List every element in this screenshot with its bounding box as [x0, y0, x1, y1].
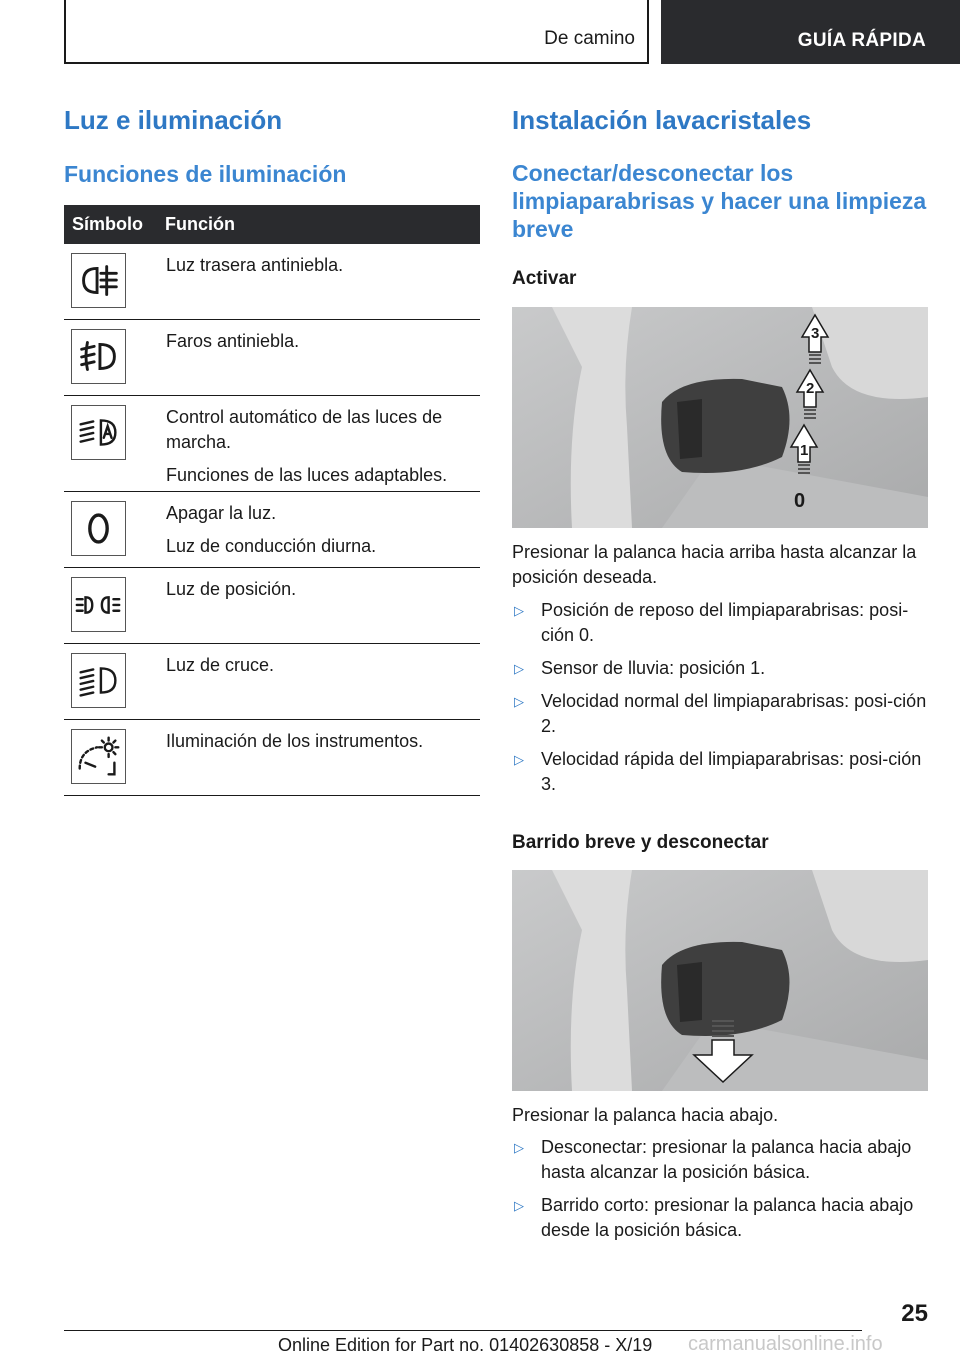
activate-heading: Activar — [512, 268, 577, 289]
header-chapter-box — [661, 0, 960, 64]
brief-heading: Barrido breve y desconectar — [512, 832, 769, 853]
position-label-1: 1 — [800, 442, 809, 459]
row-text — [166, 329, 476, 362]
section-title: De camino — [544, 28, 635, 49]
list-item: ▷ Velocidad rápida del limpiaparabrisas: posi‐ción 3. — [514, 749, 922, 794]
function-text: Funciones de las luces adaptables. — [166, 465, 448, 485]
parking-light-icon — [71, 577, 126, 632]
list-item: ▷ Sensor de lluvia: posición 1. — [512, 656, 928, 681]
chapter-title: GUÍA RÁPIDA — [797, 30, 926, 51]
position-label-2: 2 — [806, 380, 815, 397]
brief-bullets — [512, 1135, 928, 1251]
wiper-lever-up-photo — [512, 307, 928, 528]
instrument-lighting-icon — [71, 729, 126, 784]
function-text: Control automático de las luces de marcha. — [166, 407, 443, 452]
table-row — [64, 568, 480, 644]
lighting-subtitle: Funciones de iluminación — [64, 161, 347, 187]
washer-title: Instalación lavacristales — [512, 105, 812, 135]
header-section-box — [64, 0, 649, 64]
washer-subtitle: Conectar/desconectar los limpiaparabrisas y hacer una limpieza breve — [512, 160, 927, 242]
table-header — [64, 205, 480, 244]
triangle-bullet-icon: ▷ — [514, 752, 524, 767]
triangle-bullet-icon: ▷ — [514, 1140, 524, 1155]
table-row — [64, 244, 480, 320]
list-item: ▷ Velocidad normal del limpiaparabrisas: posi‐ción 2. — [514, 691, 927, 736]
function-text: Iluminación de los instrumentos. — [166, 731, 424, 751]
position-label-3: 3 — [811, 325, 820, 342]
edition-text: Online Edition for Part no. 01402630858 - X/19 — [278, 1335, 653, 1355]
function-text: Faros antiniebla. — [166, 331, 300, 351]
rear-fog-light-icon — [71, 253, 126, 308]
watermark: carmanualsonline.info — [688, 1333, 883, 1355]
triangle-bullet-icon: ▷ — [514, 1198, 524, 1213]
table-row — [64, 320, 480, 396]
column-function: Función — [165, 214, 235, 234]
light-off-icon — [71, 501, 126, 556]
wiper-lever-down-photo — [512, 870, 928, 1091]
table-row — [64, 396, 480, 492]
low-beam-icon — [71, 653, 126, 708]
list-item: ▷ Barrido corto: presionar la palanca hacia abajo desde la posición básica. — [514, 1195, 914, 1240]
row-text — [166, 577, 476, 610]
function-text: Apagar la luz. — [166, 503, 277, 523]
function-text: Luz de posición. — [166, 579, 297, 599]
row-text — [166, 729, 476, 762]
auto-light-icon — [71, 405, 126, 460]
triangle-bullet-icon: ▷ — [514, 694, 524, 709]
position-label-0: 0 — [794, 490, 806, 512]
table-row — [64, 720, 480, 796]
page-number: 25 — [901, 1300, 928, 1327]
activate-bullets — [512, 598, 928, 805]
lighting-title: Luz e iluminación — [64, 105, 283, 135]
row-text — [166, 405, 476, 496]
brief-text: Presionar la palanca hacia abajo. — [512, 1105, 779, 1125]
lighting-functions-table — [64, 205, 480, 796]
table-row — [64, 644, 480, 720]
footer-divider — [64, 1330, 862, 1331]
function-text: Luz trasera antiniebla. — [166, 255, 344, 275]
row-text — [166, 653, 476, 686]
row-text — [166, 501, 476, 567]
triangle-bullet-icon: ▷ — [514, 661, 524, 676]
row-text — [166, 253, 476, 286]
function-text: Luz de conducción diurna. — [166, 536, 377, 556]
activate-text: Presionar la palanca hacia arriba hasta alcanzar la posición deseada. — [512, 542, 917, 587]
list-item: ▷ Desconectar: presionar la palanca hacia abajo hasta alcanzar la posición básica. — [514, 1137, 912, 1182]
table-row — [64, 492, 480, 568]
column-symbol: Símbolo — [72, 214, 143, 234]
list-item: ▷ Posición de reposo del limpiaparabrisas: posi‐ción 0. — [514, 600, 909, 645]
front-fog-light-icon — [71, 329, 126, 384]
function-text: Luz de cruce. — [166, 655, 275, 675]
triangle-bullet-icon: ▷ — [514, 603, 524, 618]
